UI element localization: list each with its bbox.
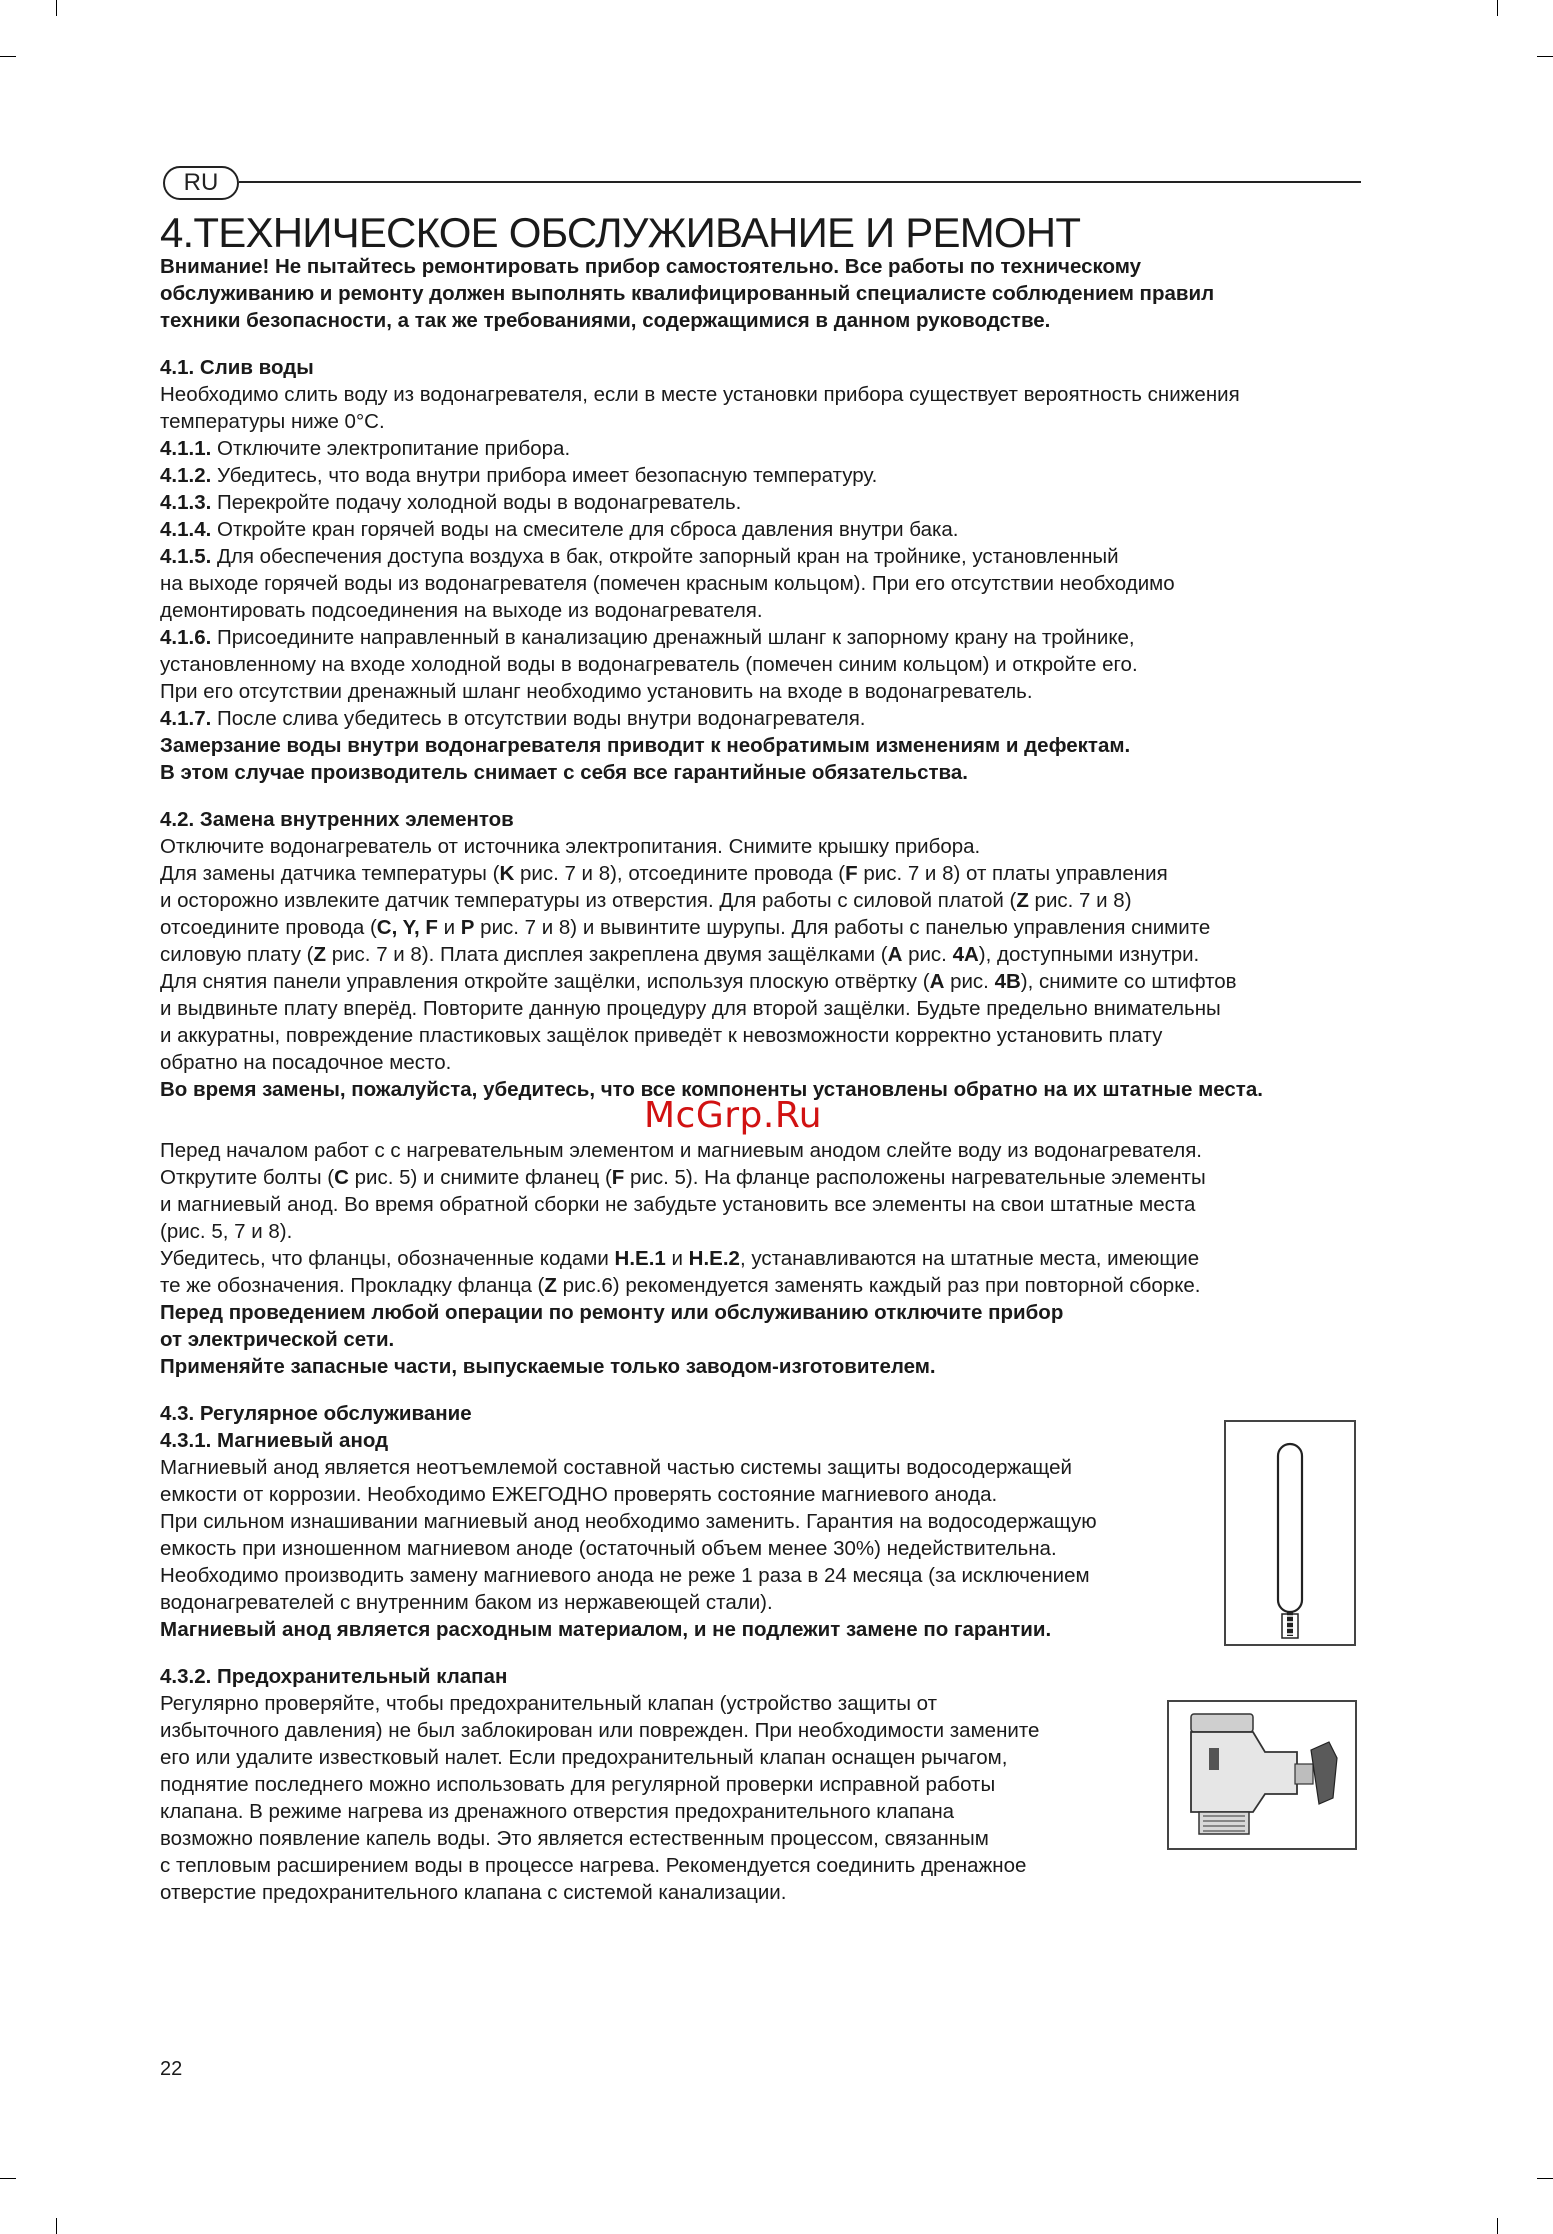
text-line: Во время замены, пожалуйста, убедитесь, что все компоненты установлены обратно на их штатные места. xyxy=(160,1078,1263,1101)
page-number: 22 xyxy=(160,2058,183,2080)
text-line: В этом случае производитель снимает с себя все гарантийные обязательства. xyxy=(160,761,968,784)
subsection-heading: 4.3.2. Предохранительный клапан xyxy=(160,1665,508,1688)
text-line: Внимание! Не пытайтесь ремонтировать прибор самостоятельно. Все работы по техническому xyxy=(160,255,1142,278)
crop-mark xyxy=(1537,2178,1553,2179)
step-number: 4.1.5. xyxy=(160,545,212,568)
step-4-1-1 xyxy=(160,435,1370,462)
text-line: Магниевый анод является неотъемлемой составной частью системы защиты водосодержащей xyxy=(160,1456,1073,1479)
text-line: отсоедините провода (C, Y, F и P рис. 7 и 8) и вывинтите шурупы. Для работы с панелью управления снимите xyxy=(160,916,1211,939)
text-line: При его отсутствии дренажный шланг необходимо установить на входе в водонагреватель. xyxy=(160,680,1033,703)
section-heading: 4.3. Регулярное обслуживание xyxy=(160,1402,472,1425)
step-text: Для обеспечения доступа воздуха в бак, откройте запорный кран на тройнике, установленный xyxy=(211,545,1119,568)
text-line: обслуживанию и ремонту должен выполнять квалифицированный специалисте соблюдением правил xyxy=(160,282,1215,305)
text-line: Регулярно проверяйте, чтобы предохранительный клапан (устройство защиты от xyxy=(160,1692,938,1715)
text-line: Отключите водонагреватель от источника электропитания. Снимите крышку прибора. xyxy=(160,835,981,858)
language-badge: RU xyxy=(163,166,239,200)
watermark: McGrp.Ru xyxy=(644,1095,823,1136)
header-rule xyxy=(239,181,1361,183)
text-line: водонагревателей с внутренним баком из нержавеющей стали). xyxy=(160,1591,773,1614)
text-line: и аккуратны, повреждение пластиковых защёлок приведёт к невозможности корректно установить плату xyxy=(160,1024,1163,1047)
step-number: 4.1.3. xyxy=(160,491,212,514)
safety-valve-illustration xyxy=(1169,1702,1355,1848)
anode-illustration xyxy=(1226,1422,1354,1644)
text-line: При сильном изнашивании магниевый анод необходимо заменить. Гарантия на водосодержащую xyxy=(160,1510,1097,1533)
text-line: Замерзание воды внутри водонагревателя приводит к необратимым изменениям и дефектам. xyxy=(160,734,1131,757)
text-line: Перед началом работ с с нагревательным элементом и магниевым анодом слейте воду из водонагревателя. xyxy=(160,1139,1203,1162)
text-line: и выдвиньте плату вперёд. Повторите данную процедуру для второй защёлки. Будьте предельно внимательны xyxy=(160,997,1221,1020)
section-heading: 4.1. Слив воды xyxy=(160,356,314,379)
step-number: 4.1.7. xyxy=(160,707,212,730)
document-body xyxy=(160,253,1370,1906)
text-line: силовую плату (Z рис. 7 и 8). Плата дисплея закреплена двумя защёлками (A рис. 4A), доступными изнутри. xyxy=(160,943,1200,966)
step-number: 4.1.2. xyxy=(160,464,212,487)
text-line: с тепловым расширением воды в процессе нагрева. Рекомендуется соединить дренажное xyxy=(160,1854,1027,1877)
crop-mark xyxy=(56,0,57,16)
step-number: 4.1.6. xyxy=(160,626,212,649)
step-4-1-3 xyxy=(160,489,1370,516)
text-line: (рис. 5, 7 и 8). xyxy=(160,1220,293,1243)
section-4-2 xyxy=(160,806,1370,1380)
text-line: Магниевый анод является расходным материалом, и не подлежит замене по гарантии. xyxy=(160,1618,1052,1641)
text-line: те же обозначения. Прокладку фланца (Z рис.6) рекомендуется заменять каждый раз при повторной сборке. xyxy=(160,1274,1201,1297)
text-line: Открутите болты (C рис. 5) и снимите фланец (F рис. 5). На фланце расположены нагревательные элементы xyxy=(160,1166,1206,1189)
step-4-1-7 xyxy=(160,705,1370,732)
text-line: от электрической сети. xyxy=(160,1328,395,1351)
text-line: емкость при изношенном магниевом аноде (остаточный объем менее 30%) недействительна. xyxy=(160,1537,1057,1560)
crop-mark xyxy=(0,56,16,57)
magnesium-anode-figure xyxy=(1224,1420,1356,1646)
text-line: и магниевый анод. Во время обратной сборки не забудьте установить все элементы на свои штатные места xyxy=(160,1193,1196,1216)
text-line: поднятие последнего можно использовать для регулярной проверки исправной работы xyxy=(160,1773,996,1796)
text-line: его или удалите известковый налет. Если предохранительный клапан оснащен рычагом, xyxy=(160,1746,1008,1769)
text-line: клапана. В режиме нагрева из дренажного отверстия предохранительного клапана xyxy=(160,1800,955,1823)
crop-mark xyxy=(1497,0,1498,16)
step-text: Откройте кран горячей воды на смесителе для сброса давления внутри бака. xyxy=(211,518,959,541)
crop-mark xyxy=(0,2178,16,2179)
crop-mark xyxy=(1497,2218,1498,2234)
text-line: Для замены датчика температуры (K рис. 7 и 8), отсоедините провода (F рис. 7 и 8) от платы управления xyxy=(160,862,1168,885)
text-line: избыточного давления) не был заблокирован или поврежден. При необходимости замените xyxy=(160,1719,1040,1742)
step-text: После слива убедитесь в отсутствии воды внутри водонагревателя. xyxy=(211,707,866,730)
step-4-1-4 xyxy=(160,516,1370,543)
subsection-heading: 4.3.1. Магниевый анод xyxy=(160,1429,389,1452)
step-text: Присоедините направленный в канализацию дренажный шланг к запорному крану на тройнике, xyxy=(211,626,1135,649)
step-4-1-2 xyxy=(160,462,1370,489)
step-text: Отключите электропитание прибора. xyxy=(211,437,571,460)
step-number: 4.1.4. xyxy=(160,518,212,541)
text-line: Необходимо слить воду из водонагревателя, если в месте установки прибора существует вероятность снижения xyxy=(160,383,1240,406)
text-line: установленному на входе холодной воды в водонагреватель (помечен синим кольцом) и откройте его. xyxy=(160,653,1138,676)
section-4-1 xyxy=(160,354,1370,786)
text-line: техники безопасности, а так же требованиями, содержащимися в данном руководстве. xyxy=(160,309,1051,332)
text-line: Убедитесь, что фланцы, обозначенные кодами H.E.1 и H.E.2, устанавливаются на штатные места, имеющие xyxy=(160,1247,1200,1270)
text-line: температуры ниже 0°C. xyxy=(160,410,385,433)
safety-valve-figure xyxy=(1167,1700,1357,1850)
section-heading: 4.2. Замена внутренних элементов xyxy=(160,808,514,831)
text-line: возможно появление капель воды. Это является естественным процессом, связанным xyxy=(160,1827,989,1850)
step-text: Убедитесь, что вода внутри прибора имеет безопасную температуру. xyxy=(211,464,878,487)
step-number: 4.1.1. xyxy=(160,437,212,460)
text-line: Применяйте запасные части, выпускаемые только заводом-изготовителем. xyxy=(160,1355,936,1378)
intro-warning xyxy=(160,253,1370,334)
step-4-1-6 xyxy=(160,624,1370,651)
text-line: Необходимо производить замену магниевого анода не реже 1 раза в 24 месяца (за исключением xyxy=(160,1564,1090,1587)
step-text: Перекройте подачу холодной воды в водонагреватель. xyxy=(211,491,742,514)
text-line: на выходе горячей воды из водонагревателя (помечен красным кольцом). При его отсутствии необходимо xyxy=(160,572,1175,595)
crop-mark xyxy=(1537,56,1553,57)
page-title: 4.ТЕХНИЧЕСКОЕ ОБСЛУЖИВАНИЕ И РЕМОНТ xyxy=(160,209,1081,256)
step-4-1-5 xyxy=(160,543,1370,570)
text-line: емкости от коррозии. Необходимо ЕЖЕГОДНО проверять состояние магниевого анода. xyxy=(160,1483,998,1506)
text-line: Для снятия панели управления откройте защёлки, используя плоскую отвёртку (A рис. 4B), снимите со штифтов xyxy=(160,970,1237,993)
text-line: демонтировать подсоединения на выходе из водонагревателя. xyxy=(160,599,763,622)
crop-mark xyxy=(56,2218,57,2234)
text-line: и осторожно извлеките датчик температуры из отверстия. Для работы с силовой платой (Z рис. 7 и 8) xyxy=(160,889,1132,912)
text-line: обратно на посадочное место. xyxy=(160,1051,452,1074)
text-line: отверстие предохранительного клапана с системой канализации. xyxy=(160,1881,787,1904)
text-line: Перед проведением любой операции по ремонту или обслуживанию отключите прибор xyxy=(160,1301,1064,1324)
